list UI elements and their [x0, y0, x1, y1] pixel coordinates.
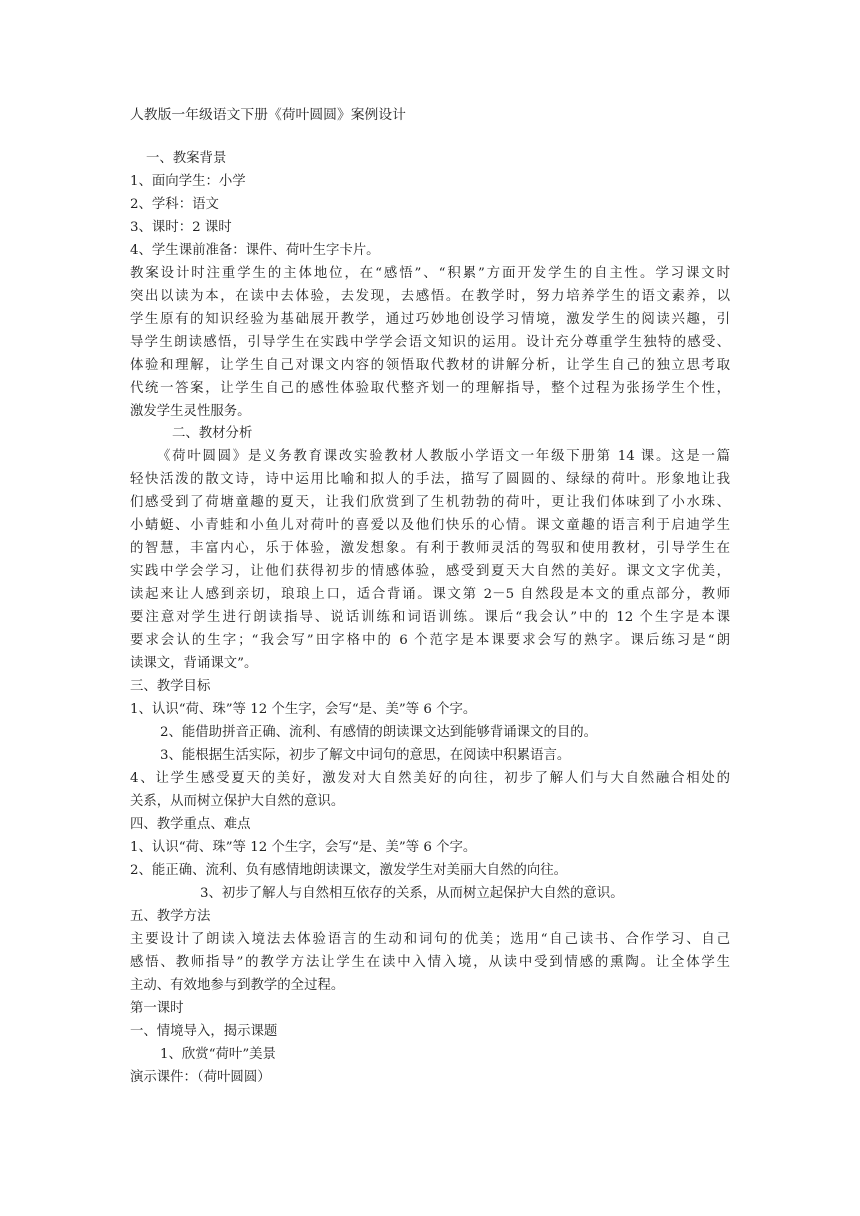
- text-line: 关系，从而树立保护大自然的意识。: [130, 794, 345, 809]
- text-line: 1、欣赏“荷叶”美景: [160, 1047, 276, 1062]
- text-line: 1、认识“荷、珠”等 12 个生字，会写“是、美”等 6 个字。: [130, 840, 477, 855]
- section-heading: 一、情境导入，揭示课题: [130, 1024, 278, 1039]
- text-line: 3、课时：2 课时: [130, 220, 232, 235]
- text-line: 小蜻蜓、小青蛙和小鱼儿对荷叶的喜爱以及他们快乐的心情。课文童趣的语言利于启迪学生: [130, 518, 730, 533]
- text-line: 3、初步了解人与自然相互依存的关系，从而树立起保护大自然的意识。: [200, 886, 624, 901]
- text-line: 主动、有效地参与到教学的全过程。: [130, 978, 345, 993]
- section-heading: 四、教学重点、难点: [130, 817, 251, 832]
- text-line: 演示课件：（荷叶圆圆）: [130, 1070, 271, 1085]
- text-line: 2、能正确、流利、负有感情地朗读课文，激发学生对美丽大自然的向往。: [130, 863, 568, 878]
- document-title: 人教版一年级语文下册《荷叶圆圆》案例设计: [130, 107, 406, 123]
- text-line: 们感受到了荷塘童趣的夏天，让我们欣赏到了生机勃勃的荷叶，更让我们体味到了小水珠、: [130, 495, 730, 510]
- text-line: 实践中学会学习，让他们获得初步的情感体验，感受到夏天大自然的美好。课文文字优美，: [130, 564, 730, 579]
- text-line: 教案设计时注重学生的主体地位，在“感悟”、“积累”方面开发学生的自主性。学习课文时: [130, 266, 730, 281]
- text-line: 1、面向学生：小学: [130, 174, 246, 189]
- text-line: 感悟、教师指导”的教学方法让学生在读中入情入境，从读中受到情感的熏陶。让全体学生: [130, 955, 730, 970]
- text-line: 轻快活泼的散文诗，诗中运用比喻和拟人的手法，描写了圆圆的、绿绿的荷叶。形象地让我: [130, 472, 730, 487]
- lesson-heading: 第一课时: [130, 1001, 184, 1016]
- text-line: 的智慧，丰富内心，乐于体验，激发想象。有利于教师灵活的驾驭和使用教材，引导学生在: [130, 541, 730, 556]
- text-line: 2、能借助拼音正确、流利、有感情的朗读课文达到能够背诵课文的目的。: [160, 725, 598, 740]
- text-line: 4、让学生感受夏天的美好，激发对大自然美好的向往，初步了解人们与大自然融合相处的: [130, 771, 730, 786]
- text-line: 2、学科：语文: [130, 197, 219, 212]
- text-line: 导学生朗读感悟，引导学生在实践中学学会语文知识的运用。设计充分尊重学生独特的感受、: [130, 335, 730, 350]
- text-line: 要注意对学生进行朗读指导、说话训练和词语训练。课后“我会认”中的 12 个生字是本课: [130, 610, 730, 625]
- text-line: 学生原有的知识经验为基础展开教学，通过巧妙地创设学习情境，激发学生的阅读兴趣，引: [130, 312, 730, 327]
- text-line: 读课文，背诵课文”。: [130, 656, 258, 671]
- section-heading: 五、教学方法: [130, 909, 211, 924]
- text-line: 1、认识“荷、珠”等 12 个生字，会写“是、美”等 6 个字。: [130, 702, 477, 717]
- text-line: 突出以读为本，在读中去体验，去发现，去感悟。在教学时，努力培养学生的语文素养，以: [130, 289, 730, 304]
- section-heading: 二、教材分析: [172, 426, 253, 441]
- text-line: 读起来让人感到亲切，琅琅上口，适合背诵。课文第 2－5 自然段是本文的重点部分，教师: [130, 587, 730, 602]
- section-heading: 一、教案背景: [146, 151, 227, 166]
- text-line: 体验和理解，让学生自己对课文内容的领悟取代教材的讲解分析，让学生自己的独立思考取: [130, 358, 730, 373]
- text-line: 主要设计了朗读入境法去体验语言的生动和词句的优美；选用“自己读书、合作学习、自己: [130, 932, 730, 947]
- text-line: 代统一答案，让学生自己的感性体验取代整齐划一的理解指导，整个过程为张扬学生个性，: [130, 381, 730, 396]
- text-line: 4、学生课前准备：课件、荷叶生字卡片。: [130, 243, 380, 258]
- text-line: 《荷叶圆圆》是义务教育课改实验教材人教版小学语文一年级下册第 14 课。这是一篇: [157, 449, 730, 464]
- section-heading: 三、教学目标: [130, 679, 211, 694]
- text-line: 激发学生灵性服务。: [130, 404, 251, 419]
- text-line: 要求会认的生字；“我会写”田字格中的 6 个范字是本课要求会写的熟字。课后练习是“朗: [130, 633, 730, 648]
- text-line: 3、能根据生活实际，初步了解文中词句的意思，在阅读中积累语言。: [160, 748, 571, 763]
